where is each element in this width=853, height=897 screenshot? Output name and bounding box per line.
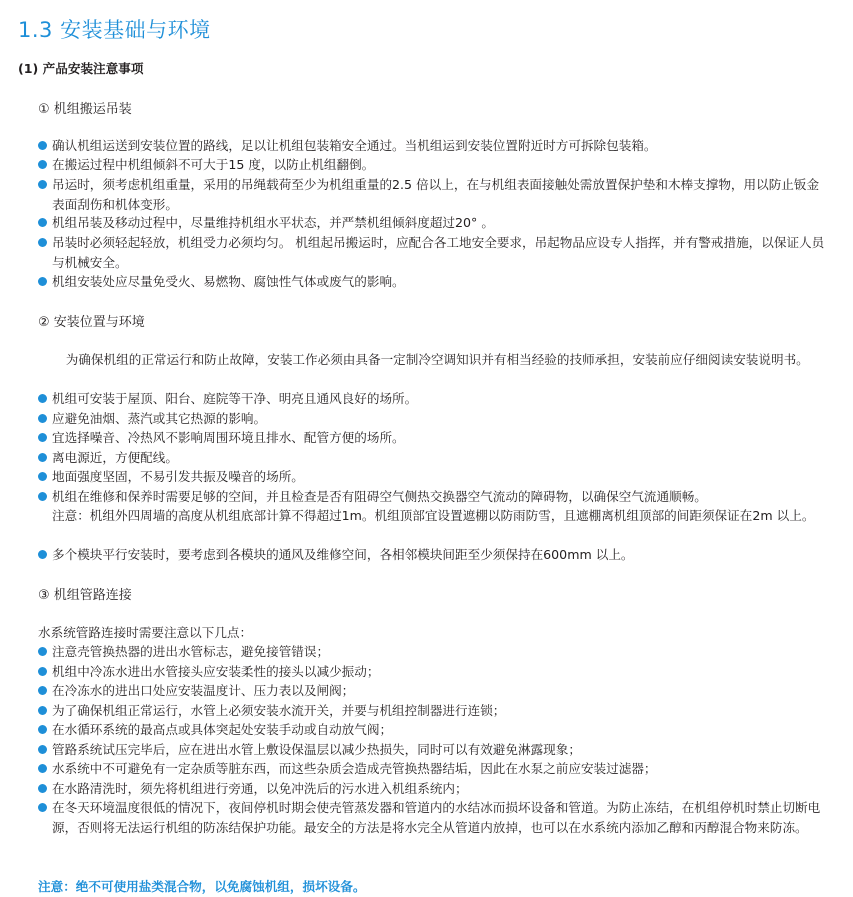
section-heading-lifting: ① 机组搬运吊装 [38, 102, 132, 117]
list-item: 注意壳管换热器的进出水管标志，避免接管错误； [38, 642, 831, 662]
list-item: 机组可安装于屋顶、阳台、庭院等干净、明亮且通风良好的场所。 [38, 389, 831, 409]
list-item: 机组安装处应尽量免受火、易燃物、腐蚀性气体或废气的影响。 [38, 272, 831, 292]
bullet-icon [38, 745, 47, 754]
section-subtitle: (1) 产品安装注意事项 [18, 61, 144, 76]
bullet-icon [38, 141, 47, 150]
bullet-icon [38, 453, 47, 462]
list-item: 在冬天环境温度很低的情况下，夜间停机时期会使壳管蒸发器和管道内的水结冰而损坏设备和管道。为防止冻结，在机组停机时禁止切断电源，否则将无法运行机组的防冻结保护功能。最安全的方法是将水完全从管道内放掉，也可以在水系统内添加乙醇和丙醇混合物来防冻。 [38, 798, 831, 837]
list-item: 在水路清洗时，须先将机组进行旁通，以免冲洗后的污水进入机组系统内； [38, 779, 831, 799]
list-item: 吊装时必须轻起轻放，机组受力必须均匀。 机组起吊搬运时，应配合各工地安全要求，吊起物品应设专人指挥，并有警戒措施，以保证人员与机械安全。 [38, 233, 831, 272]
bullet-icon [38, 414, 47, 423]
bullet-icon [38, 764, 47, 773]
list-item: 为了确保机组正常运行，水管上必须安装水流开关，并要与机组控制器进行连锁； [38, 701, 831, 721]
list-item: 应避免油烟、蒸汽或其它热源的影响。 [38, 409, 831, 429]
bullet-icon [38, 550, 47, 559]
bullet-icon [38, 238, 47, 247]
section-heading-piping: ③ 机组管路连接 [38, 588, 132, 603]
bullet-icon [38, 394, 47, 403]
list-item: 离电源近，方便配线。 [38, 448, 831, 468]
list-item: 管路系统试压完毕后，应在进出水管上敷设保温层以减少热损失，同时可以有效避免淋露现象； [38, 740, 831, 760]
list-item: 水系统中不可避免有一定杂质等脏东西，而这些杂质会造成壳管换热器结垢，因此在水泵之前应安装过滤器； [38, 759, 831, 779]
list-item: 机组在维修和保养时需要足够的空间，并且检查是否有阻碍空气侧热交换器空气流动的障碍物，以确保空气流通顺畅。 [38, 487, 831, 507]
bullet-icon [38, 725, 47, 734]
bullet-icon [38, 218, 47, 227]
list-item: 地面强度坚固，不易引发共振及噪音的场所。 [38, 467, 831, 487]
section-heading-location: ② 安装位置与环境 [38, 315, 145, 330]
bullet-icon [38, 492, 47, 501]
list-item: 机组吊装及移动过程中，尽量维持机组水平状态，并严禁机组倾斜度超过20° 。 [38, 213, 831, 233]
bullet-icon [38, 667, 47, 676]
installation-note: 注意：机组外四周墙的高度从机组底部计算不得超过1m。机组顶部宜设置遮棚以防雨防雪，且遮棚离机组顶部的间距须保证在2m 以上。 [52, 508, 815, 523]
list-item: 在冷冻水的进出口处应安装温度计、压力表以及闸阀； [38, 681, 831, 701]
bullet-icon [38, 433, 47, 442]
list-item: 宜选择噪音、冷热风不影响周围环境且排水、配管方便的场所。 [38, 428, 831, 448]
bullet-icon [38, 277, 47, 286]
bullet-icon [38, 686, 47, 695]
list-item: 确认机组运送到安装位置的路线，足以让机组包装箱安全通过。当机组运到安装位置附近时方可拆除包装箱。 [38, 136, 831, 156]
list-item: 机组中冷冻水进出水管接头应安装柔性的接头以减少振动； [38, 662, 831, 682]
list-item: 吊运时，须考虑机组重量，采用的吊绳载荷至少为机组重量的2.5 倍以上，在与机组表面接触处需放置保护垫和木棒支撑物，用以防止钣金表面刮伤和机体变形。 [38, 175, 831, 214]
list-item: 在搬运过程中机组倾斜不可大于15 度，以防止机组翻倒。 [38, 155, 831, 175]
bullet-icon [38, 472, 47, 481]
page-title: 1.3 安装基础与环境 [18, 18, 211, 42]
bullet-icon [38, 784, 47, 793]
list-item: 在水循环系统的最高点或具体突起处安装手动或自动放气阀； [38, 720, 831, 740]
intro-paragraph: 为确保机组的正常运行和防止故障，安装工作必须由具备一定制冷空调知识并有相当经验的技师承担，安装前应仔细阅读安装说明书。 [65, 352, 809, 367]
bullet-icon [38, 706, 47, 715]
bullet-icon [38, 647, 47, 656]
bullet-icon [38, 180, 47, 189]
list-item: 多个模块平行安装时，要考虑到各模块的通风及维修空间，各相邻模块间距至少须保持在600mm 以上。 [38, 545, 831, 565]
intro-paragraph: 水系统管路连接时需要注意以下几点： [38, 625, 253, 640]
bullet-icon [38, 160, 47, 169]
bullet-icon [38, 803, 47, 812]
warning-note: 注意：绝不可使用盐类混合物，以免腐蚀机组，损坏设备。 [38, 879, 366, 894]
